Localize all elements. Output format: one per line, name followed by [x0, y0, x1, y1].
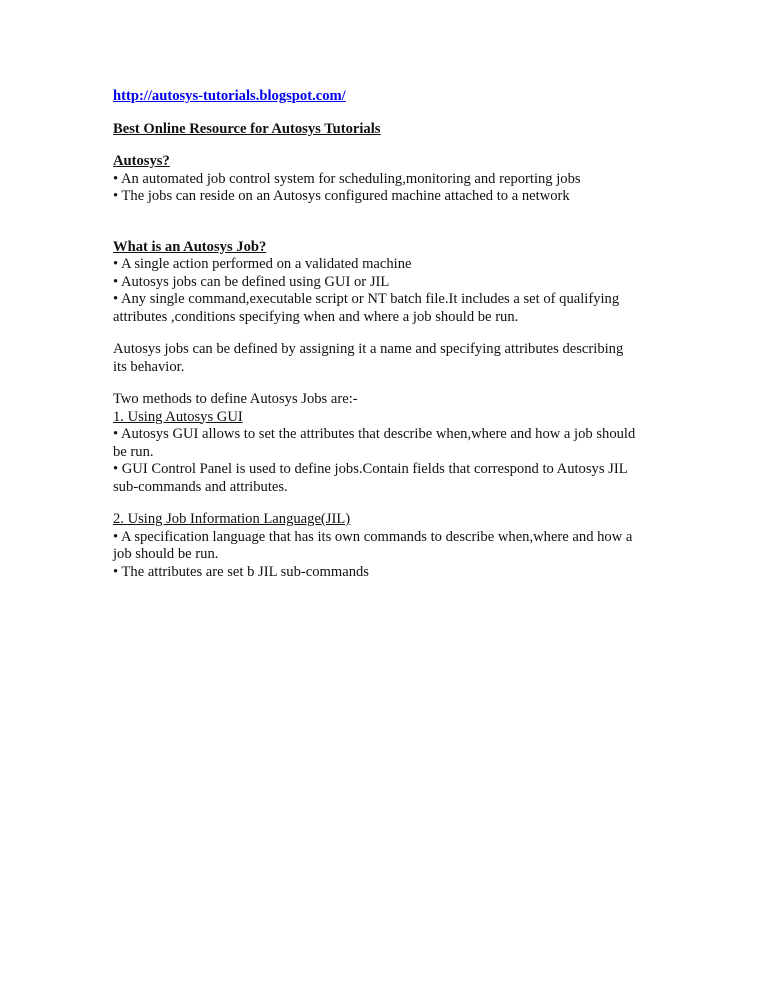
section-heading-autosys-job: What is an Autosys Job?	[113, 238, 267, 255]
page-tagline: Best Online Resource for Autosys Tutorials	[113, 120, 381, 137]
paragraph-line: its behavior.	[113, 358, 185, 375]
spacer	[113, 376, 673, 391]
spacer	[113, 106, 673, 121]
bullet-item: • The jobs can reside on an Autosys configured machine attached to a network	[113, 188, 570, 204]
bullet-item: • The attributes are set b JIL sub-commands	[113, 563, 369, 580]
bullet-item-continuation: job should be run.	[113, 546, 219, 562]
blog-url-link[interactable]: http://autosys-tutorials.blogspot.com/	[113, 88, 346, 104]
spacer	[113, 138, 673, 153]
bullet-item-continuation: be run.	[113, 443, 154, 460]
bullet-item-continuation: sub-commands and attributes.	[113, 478, 288, 495]
spacer	[113, 496, 673, 511]
spacer	[113, 326, 673, 341]
bullet-item: • Autosys GUI allows to set the attributes that describe when,where and how a job should	[113, 426, 636, 442]
methods-intro: Two methods to define Autosys Jobs are:-	[113, 391, 358, 407]
bullet-item: • GUI Control Panel is used to define jobs.Contain fields that correspond to Autosys JIL	[113, 461, 628, 477]
document-page	[113, 88, 673, 581]
section-heading-autosys: Autosys?	[113, 153, 170, 169]
method2-heading: 2. Using Job Information Language(JIL)	[113, 511, 351, 527]
bullet-item: • An automated job control system for scheduling,monitoring and reporting jobs	[113, 170, 581, 187]
bullet-item: • Any single command,executable script or NT batch file.It includes a set of qualifying	[113, 291, 620, 307]
bullet-item: • A single action performed on a validated machine	[113, 256, 412, 272]
paragraph-line: Autosys jobs can be defined by assigning it a name and specifying attributes describing	[113, 341, 624, 357]
bullet-item: • Autosys jobs can be defined using GUI or JIL	[113, 273, 390, 290]
spacer	[113, 206, 673, 239]
method1-heading: 1. Using Autosys GUI	[113, 408, 243, 425]
bullet-item: • A specification language that has its own commands to describe when,where and how a	[113, 528, 633, 545]
bullet-item-continuation: attributes ,conditions specifying when and where a job should be run.	[113, 308, 519, 325]
